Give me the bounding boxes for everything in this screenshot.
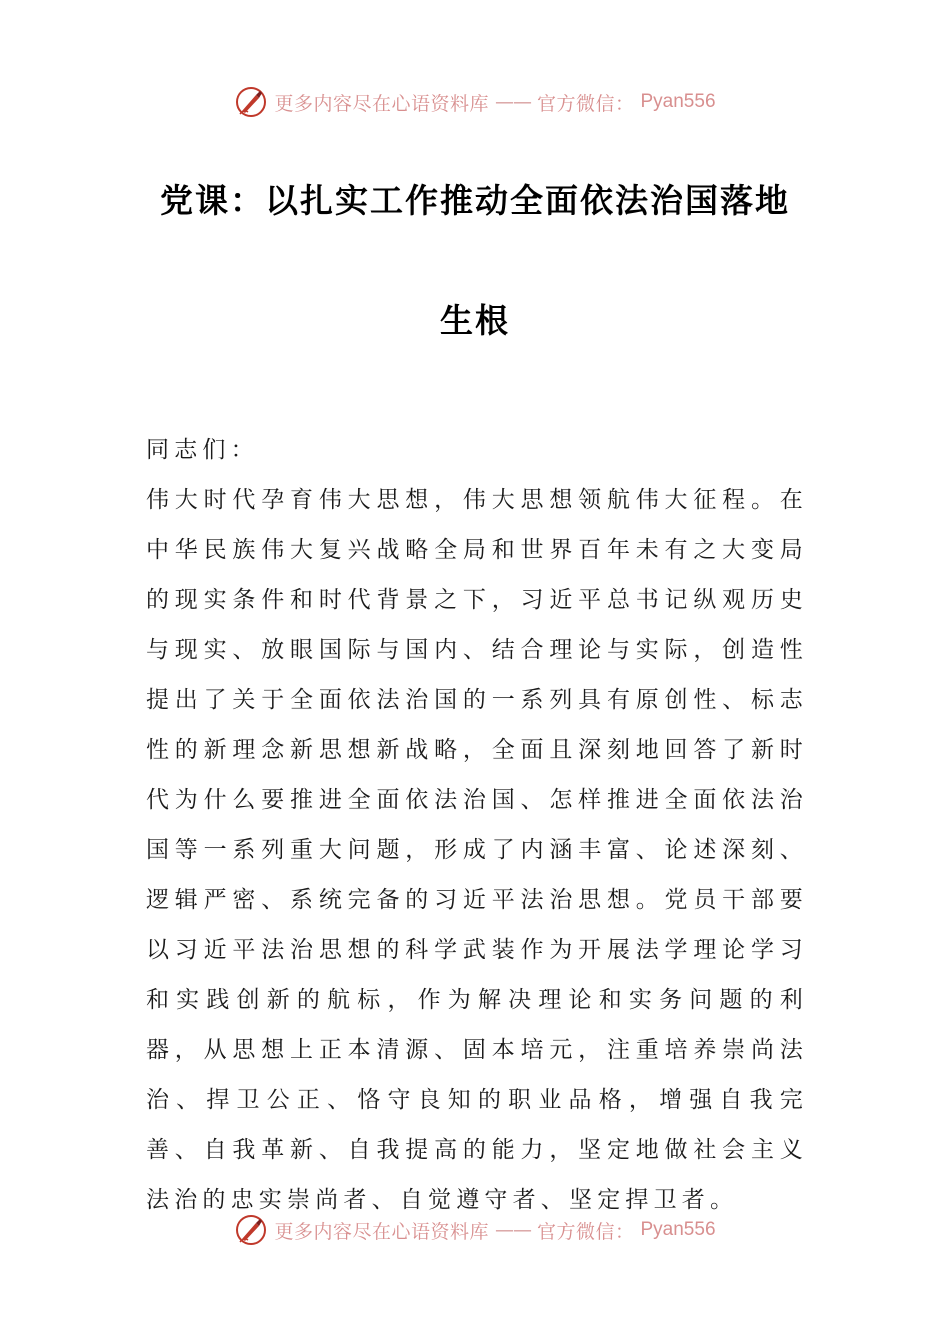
watermark-main-text: 更多内容尽在心语资料库 — [274, 92, 489, 115]
watermark-wechat-id: Pyan556 — [640, 1219, 716, 1240]
body-paragraph: 伟大时代孕育伟大思想，伟大思想领航伟大征程。在中华民族伟大复兴战略全局和世界百年未有之大变局的现实条件和时代背景之下，习近平总书记纵观历史与现实、放眼国际与国内、结合理论与实际，创造性提出了关于全面依法治国的一系列具有原创性、标志性的新理念新思想新战略，全面且深刻地回答了新时代为什么要推进全面依法治国、怎样推进全面依法治国等一系列重大问题，形成了内涵丰富、论述深刻、逻辑严密、系统完备的习近平法治思想。党员干部要以习近平法治思想的科学武装作为开展法学理论学习和实践创新的航标，作为解决理论和实务问题的利器，从思想上正本清源、固本培元，注重培养崇尚法治、捍卫公正、恪守良知的职业品格，增强自我完善、自我革新、自我提高的能力，坚定地做社会主义法治的忠实崇尚者、自觉遵守者、坚定捍卫者。 — [146, 487, 808, 1213]
watermark-wechat-id: Pyan556 — [640, 91, 716, 112]
document-title-line2: 生根 — [440, 301, 510, 340]
watermark-wechat-label: 官方微信： — [536, 1220, 635, 1243]
salutation: 同志们： — [146, 437, 259, 463]
watermark-separator: —— — [494, 1219, 531, 1241]
watermark-main-text: 更多内容尽在心语资料库 — [274, 1220, 489, 1243]
footer-watermark — [0, 1210, 950, 1250]
watermark-separator: —— — [494, 91, 531, 113]
document-title-line1: 党课：以扎实工作推动全面依法治国落地 — [160, 181, 790, 220]
watermark-wechat-label: 官方微信： — [536, 92, 635, 115]
header-watermark — [0, 82, 950, 122]
pen-logo-icon — [234, 1213, 268, 1247]
document-body — [146, 425, 808, 1225]
pen-logo-icon — [234, 85, 268, 119]
